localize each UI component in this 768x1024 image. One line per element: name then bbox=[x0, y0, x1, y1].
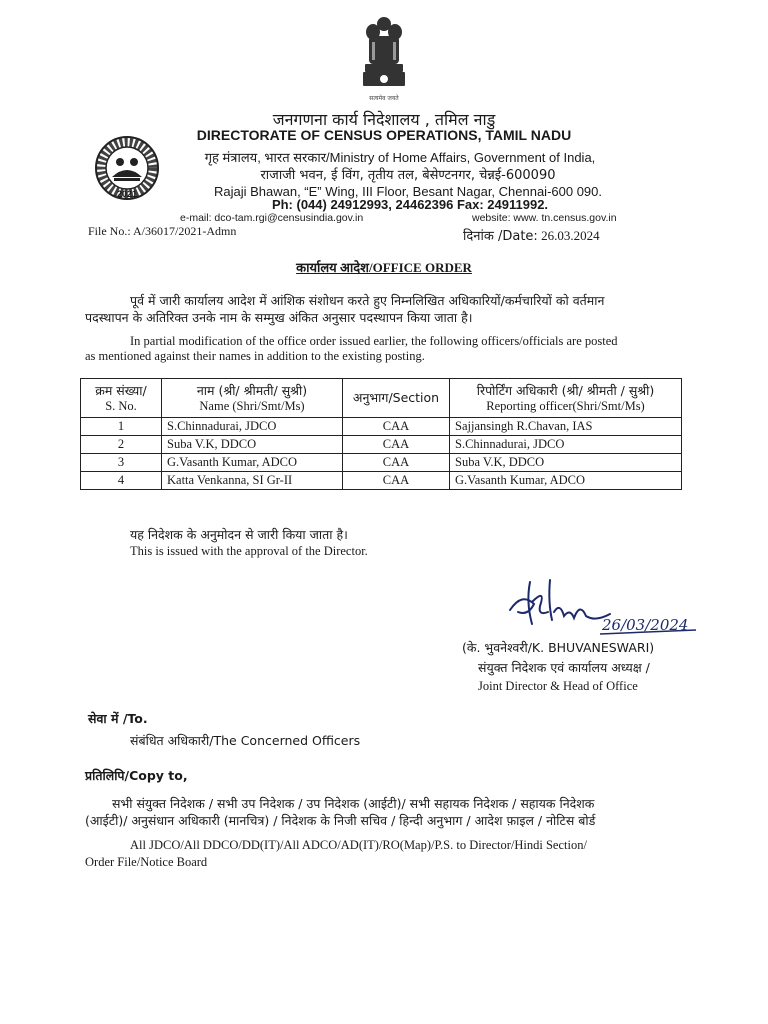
cell-section: CAA bbox=[343, 472, 450, 490]
header-name: नाम (श्री/ श्रीमती/ सुश्री) Name (Shri/Smt/Ms) bbox=[162, 379, 343, 418]
body-hindi-line-1: पूर्व में जारी कार्यालय आदेश में आंशिक संशोधन करते हुए निम्नलिखित अधिकारियों/कर्मचारियों को वर्तमान bbox=[130, 293, 605, 308]
header-reporting-officer: रिपोर्टिंग अधिकारी (श्री/ श्रीमती / सुश्री) Reporting officer(Shri/Smt/Ms) bbox=[450, 379, 682, 418]
copy-to-hindi-line-1: सभी संयुक्त निदेशक / सभी उप निदेशक / उप निदेशक (आईटी)/ सभी सहायक निदेशक / सहायक निदेशक bbox=[112, 796, 595, 811]
signer-designation-english: Joint Director & Head of Office bbox=[478, 679, 638, 693]
approval-english: This is issued with the approval of the Director. bbox=[130, 544, 368, 558]
signer-designation-hindi: संयुक्त निदेशक एवं कार्यालय अध्यक्ष / bbox=[478, 660, 650, 675]
cell-section: CAA bbox=[343, 454, 450, 472]
order-date bbox=[463, 226, 600, 244]
cell-sno: 3 bbox=[81, 454, 162, 472]
approval-hindi: यह निदेशक के अनुमोदन से जारी किया जाता है। bbox=[130, 527, 348, 542]
table-row bbox=[81, 454, 682, 472]
cell-name: S.Chinnadurai, JDCO bbox=[162, 418, 343, 436]
cell-name: Suba V.K, DDCO bbox=[162, 436, 343, 454]
table-row bbox=[81, 436, 682, 454]
body-english-line-1: In partial modification of the office order issued earlier, the following officers/officials are posted bbox=[130, 334, 618, 348]
cell-sno: 4 bbox=[81, 472, 162, 490]
cell-section: CAA bbox=[343, 418, 450, 436]
signer-name: (के. भुवनेश्वरी/K. BHUVANESWARI) bbox=[462, 640, 655, 655]
emblem-motto: सत्यमेव जयते bbox=[369, 95, 399, 102]
body-hindi-line-2: पदस्थापन के अतिरिक्त उनके नाम के सम्मुख अंकित अनुसार पदस्थापन किया जाता है। bbox=[85, 310, 473, 325]
table-row bbox=[81, 418, 682, 436]
address-english: Rajaji Bhawan, “E” Wing, III Floor, Besant Nagar, Chennai-600 090. bbox=[213, 184, 603, 199]
to-label: सेवा में /To. bbox=[88, 711, 148, 726]
copy-to-english-line-1: All JDCO/All DDCO/DD(IT)/All ADCO/AD(IT)/RO(Map)/P.S. to Director/Hindi Section/ bbox=[130, 838, 587, 852]
date-value: 26.03.2024 bbox=[541, 228, 600, 243]
copy-to-label: प्रतिलिपि/Copy to, bbox=[85, 768, 188, 783]
office-title-english: DIRECTORATE OF CENSUS OPERATIONS, TAMIL NADU bbox=[196, 127, 572, 143]
ministry-line: गृह मंत्रालय, भारत सरकार/Ministry of Home Affairs, Government of India, bbox=[204, 150, 596, 165]
cell-reporting: Suba V.K, DDCO bbox=[450, 454, 682, 472]
email-line: e-mail: dco-tam.rgi@censusindia.gov.in bbox=[180, 212, 364, 224]
header-section: अनुभाग/Section bbox=[343, 379, 450, 418]
header-sno: क्रम संख्या/ S. No. bbox=[81, 379, 162, 418]
file-number: File No.: A/36017/2021-Admn bbox=[88, 224, 237, 238]
phone-fax-line: Ph: (044) 24912993, 24462396 Fax: 24911992. bbox=[271, 197, 549, 212]
cell-section: CAA bbox=[343, 436, 450, 454]
order-title: कार्यालय आदेश/OFFICE ORDER bbox=[296, 260, 472, 275]
cell-reporting: S.Chinnadurai, JDCO bbox=[450, 436, 682, 454]
signature-date: 26/03/2024 bbox=[602, 616, 689, 634]
census-logo-year: 2021 bbox=[116, 189, 138, 199]
table-header-row bbox=[81, 379, 682, 418]
office-title-hindi: जनगणना कार्य निदेशालय , तमिल नाडु bbox=[272, 110, 496, 129]
cell-sno: 1 bbox=[81, 418, 162, 436]
copy-to-english-line-2: Order File/Notice Board bbox=[85, 855, 208, 869]
cell-name: G.Vasanth Kumar, ADCO bbox=[162, 454, 343, 472]
date-label: दिनांक /Date: bbox=[463, 229, 538, 244]
cell-reporting: Sajjansingh R.Chavan, IAS bbox=[450, 418, 682, 436]
website-line: website: www. tn.census.gov.in bbox=[472, 212, 617, 224]
body-english-line-2: as mentioned against their names in addition to the existing posting. bbox=[85, 349, 425, 363]
cell-name: Katta Venkanna, SI Gr-II bbox=[162, 472, 343, 490]
national-emblem-icon bbox=[356, 14, 412, 104]
to-recipients: संबंधित अधिकारी/The Concerned Officers bbox=[130, 733, 361, 748]
handwritten-signature bbox=[500, 572, 700, 642]
cell-sno: 2 bbox=[81, 436, 162, 454]
posting-table bbox=[80, 378, 682, 490]
address-hindi: राजाजी भवन, ई विंग, तृतीय तल, बेसेण्टनगर, चेन्नई-600090 bbox=[260, 168, 556, 183]
table-row bbox=[81, 472, 682, 490]
copy-to-hindi-line-2: (आईटी)/ अनुसंधान अधिकारी (मानचित्र) / निदेशक के निजी सचिव / हिन्दी अनुभाग / आदेश फ़ाइल / नोटिस बोर्ड bbox=[85, 813, 596, 828]
cell-reporting: G.Vasanth Kumar, ADCO bbox=[450, 472, 682, 490]
